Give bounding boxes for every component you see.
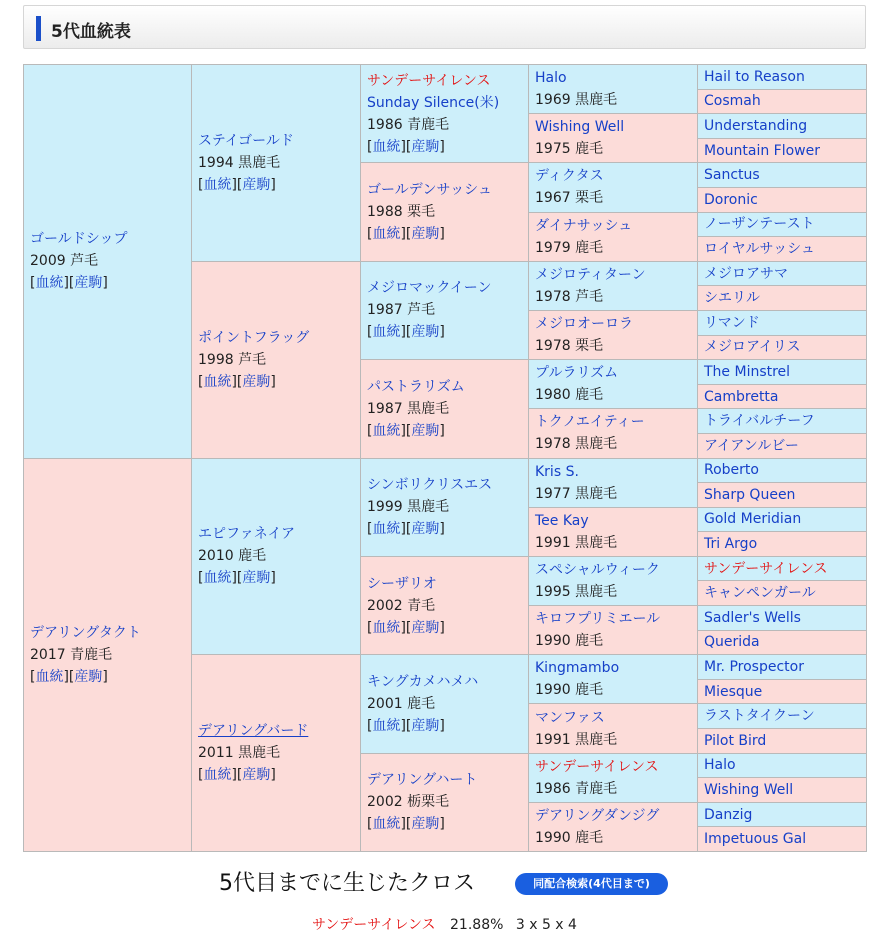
horse-name-link[interactable]: Mr. Prospector [704,659,804,676]
horse-name-link[interactable]: Doronic [704,191,758,208]
horse-links: [血統][産駒] [198,373,276,390]
horse-name-link[interactable]: Sharp Queen [704,486,796,503]
gen5-cell [698,261,867,286]
horse-info: 1999 黒鹿毛 [367,499,450,516]
gen5-cell [698,409,867,434]
horse-links: [血統][産駒] [367,324,445,341]
offspring-link[interactable]: 産駒 [411,816,440,833]
gen3-cell [361,360,529,458]
pedigree-link[interactable]: 血統 [372,138,401,155]
gen5-cell [698,335,867,360]
offspring-link[interactable]: 産駒 [74,668,103,685]
horse-info: 1986 青鹿毛 [535,780,618,797]
horse-name-link[interactable]: デアリングハート [367,772,478,789]
gen2-cell [192,65,361,262]
pedigree-link[interactable]: 血統 [35,275,64,292]
horse-links: [血統][産駒] [30,668,108,685]
horse-name-link[interactable]: サンデーサイレンス [535,758,659,775]
gen4-cell [529,655,698,704]
horse-name-link[interactable]: The Minstrel [704,363,791,380]
horse-name-link[interactable]: スペシャルウィーク [535,561,660,578]
gen5-cell [698,89,867,114]
gen4-cell [529,163,698,212]
offspring-link[interactable]: 産駒 [411,521,440,538]
gen4-cell [529,114,698,163]
gen4-cell [529,458,698,507]
horse-name-link[interactable]: トクノエイティー [535,414,645,431]
horse-info: 2009 芦毛 [30,253,99,270]
horse-name-link[interactable]: キングカメハメハ [367,673,479,690]
gen5-cell [698,729,867,754]
horse-name-link[interactable]: Hail to Reason [704,68,805,85]
horse-links: [血統][産駒] [367,422,445,439]
horse-info: 2001 鹿毛 [367,695,436,712]
section-header [23,5,866,49]
gen5-cell [698,532,867,557]
horse-name-link[interactable]: Impetuous Gal [704,831,807,848]
gen5-cell [698,606,867,631]
pedigree-link[interactable]: 血統 [372,422,401,439]
horse-name-link[interactable]: Halo [704,757,736,774]
horse-links: [血統][産駒] [367,619,445,636]
horse-name-link[interactable]: Wishing Well [535,119,625,136]
horse-info: 1978 黒鹿毛 [535,436,618,453]
header-accent-bar [36,16,41,41]
horse-links: [血統][産駒] [198,767,276,784]
horse-name-link[interactable]: シエリル [704,290,760,307]
cross-section-title: 5代目までに生じたクロス [219,871,475,896]
gen4-cell [529,212,698,261]
gen5-cell [698,704,867,729]
horse-name-link[interactable]: キロフプリミエール [535,611,661,628]
horse-info: 1990 鹿毛 [535,682,604,699]
gen5-cell [698,630,867,655]
horse-name-link[interactable]: Cambretta [704,388,779,405]
horse-name-link[interactable]: Mountain Flower [704,142,820,159]
gen5-cell [698,802,867,827]
offspring-link[interactable]: 産駒 [411,138,440,155]
pedigree-link[interactable]: 血統 [372,816,401,833]
offspring-link[interactable]: 産駒 [74,275,103,292]
horse-name-link[interactable]: Sanctus [704,167,760,184]
gen4-cell [529,802,698,851]
gen2-cell [192,458,361,655]
gen4-cell [529,507,698,556]
horse-info: 1967 栗毛 [535,190,604,207]
horse-info: 1977 黒鹿毛 [535,485,618,502]
horse-info: 2002 青毛 [367,597,436,614]
horse-name-link[interactable]: Cosmah [704,93,761,110]
same-mating-search-button[interactable]: 同配合検索(4代目まで) [515,873,668,895]
horse-info: 1988 栗毛 [367,204,436,221]
gen4-cell [529,704,698,753]
horse-info: 1978 栗毛 [535,338,604,355]
gen5-cell [698,384,867,409]
horse-name-link[interactable]: シーザリオ [367,575,437,592]
gen5-cell [698,286,867,311]
horse-info: 1995 黒鹿毛 [535,583,618,600]
horse-name-link[interactable]: Roberto [704,462,759,479]
horse-name-link[interactable]: Wishing Well [704,782,794,799]
horse-name-link[interactable]: デアリングタクト [30,624,141,641]
horse-name-link[interactable]: ダイナサッシュ [535,217,633,234]
horse-name-link[interactable]: Gold Meridian [704,511,802,528]
horse-info: 1987 芦毛 [367,302,436,319]
horse-info: 1987 黒鹿毛 [367,400,450,417]
horse-info: 1991 黒鹿毛 [535,534,618,551]
horse-name-link[interactable]: マンファス [535,709,605,726]
pedigree-link[interactable]: 血統 [372,619,401,636]
gen5-cell [698,65,867,90]
offspring-link[interactable]: 産駒 [411,717,440,734]
gen3-cell [361,163,529,261]
horse-name-link[interactable]: サンデーサイレンス [704,560,828,577]
horse-name-link[interactable]: パストラリズム [367,378,465,395]
horse-name-link[interactable]: Understanding [704,117,808,134]
horse-links: [血統][産駒] [367,816,445,833]
cross-pattern: 3 x 5 x 4 [515,917,577,933]
horse-info: 1994 黒鹿毛 [198,154,281,171]
gen5-cell [698,187,867,212]
pedigree-link[interactable]: 血統 [372,521,401,538]
gen4-cell [529,753,698,802]
cross-percent: 21.88% [450,917,504,933]
horse-name-link[interactable]: メジロマックイーン [367,280,492,297]
gen5-cell [698,483,867,508]
horse-name-link[interactable]: ゴールドシップ [30,231,128,248]
horse-links: [血統][産駒] [367,138,445,155]
gen4-cell [529,409,698,458]
dam-cell [24,458,192,852]
horse-name-link[interactable]: ポイントフラッグ [198,329,310,346]
horse-name-link[interactable]: ゴールデンサッシュ [367,182,492,199]
offspring-link[interactable]: 産駒 [411,324,440,341]
horse-info: 1969 黒鹿毛 [535,92,618,109]
gen5-cell [698,778,867,803]
horse-name-link[interactable]: ロイヤルサッシュ [704,240,815,257]
horse-info: 1986 青鹿毛 [367,116,450,133]
horse-links: [血統][産駒] [367,717,445,734]
horse-name-link[interactable]: Querida [704,634,760,651]
horse-links: [血統][産駒] [198,570,276,587]
gen5-cell [698,507,867,532]
gen5-cell [698,114,867,139]
horse-name-link[interactable]: Sadler's Wells [704,609,801,626]
page-title: 5代血統表 [51,22,131,42]
horse-name-link[interactable]: ノーザンテースト [704,216,815,233]
gen5-cell [698,138,867,163]
horse-name-link[interactable]: プルラリズム [535,365,619,382]
sire-cell [24,65,192,459]
gen5-cell [698,458,867,483]
horse-name-link[interactable]: サンデーサイレンス [367,72,491,89]
gen5-cell [698,310,867,335]
horse-name-link[interactable]: ラストタイクーン [704,708,815,725]
pedigree-link[interactable]: 血統 [372,324,401,341]
pedigree-table [23,64,867,852]
horse-name-link[interactable]: メジロアサマ [704,265,788,282]
horse-name-link[interactable]: シンボリクリスエス [367,477,493,494]
offspring-link[interactable]: 産駒 [242,570,271,587]
horse-name-link[interactable]: アイアンルビー [704,437,799,454]
gen4-cell [529,556,698,605]
gen3-cell [361,655,529,753]
horse-name-link[interactable]: Kris S. [535,463,579,480]
horse-name-link[interactable]: エピファネイア [198,526,296,543]
horse-name-link[interactable]: メジロティターン [535,266,646,283]
gen2-cell [192,655,361,852]
gen3-cell [361,261,529,359]
pedigree-link[interactable]: 血統 [372,226,401,243]
horse-name-link[interactable]: ディクタス [535,168,604,185]
gen3-cell [361,458,529,556]
offspring-link[interactable]: 産駒 [242,373,271,390]
horse-info: 1990 鹿毛 [535,829,604,846]
horse-name-link[interactable]: Tri Argo [704,536,758,553]
horse-info: 1975 鹿毛 [535,141,604,158]
horse-info: 1980 鹿毛 [535,387,604,404]
gen5-cell [698,753,867,778]
horse-links: [血統][産駒] [367,226,445,243]
gen5-cell [698,655,867,680]
horse-name-link[interactable]: トライバルチーフ [704,413,815,430]
horse-name-link[interactable]: メジロオーロラ [535,316,633,333]
horse-info: 1990 鹿毛 [535,633,604,650]
gen4-cell [529,261,698,310]
gen4-cell [529,606,698,655]
offspring-link[interactable]: 産駒 [242,176,271,193]
offspring-link[interactable]: 産駒 [411,226,440,243]
horse-name-link[interactable]: Kingmambo [535,660,620,677]
horse-info: 1991 黒鹿毛 [535,731,618,748]
offspring-link[interactable]: 産駒 [411,619,440,636]
pedigree-link[interactable]: 血統 [203,767,232,784]
offspring-link[interactable]: 産駒 [242,767,271,784]
cross-item [312,914,577,934]
horse-info: 2017 青鹿毛 [30,646,113,663]
horse-name-link[interactable]: Pilot Bird [704,732,767,749]
gen5-cell [698,581,867,606]
gen5-cell [698,237,867,262]
horse-name-link[interactable]: ステイゴールド [198,132,294,149]
pedigree-link[interactable]: 血統 [203,570,232,587]
gen3-cell [361,753,529,851]
horse-info: 1979 鹿毛 [535,239,604,256]
gen4-cell [529,360,698,409]
horse-info: 1978 芦毛 [535,288,604,305]
gen5-cell [698,163,867,188]
horse-info: 1998 芦毛 [198,351,267,368]
gen5-cell [698,556,867,581]
horse-name-link[interactable]: Tee Kay [535,512,589,529]
horse-info: 2002 栃栗毛 [367,794,450,811]
pedigree-link[interactable]: 血統 [203,176,232,193]
offspring-link[interactable]: 産駒 [411,422,440,439]
horse-english-name: Sunday Silence(米) [367,94,500,111]
gen3-cell [361,65,529,163]
horse-info: 2010 鹿毛 [198,548,267,565]
pedigree-link[interactable]: 血統 [35,668,64,685]
gen2-cell [192,261,361,458]
horse-links: [血統][産駒] [30,275,108,292]
cross-horse-name-link[interactable]: サンデーサイレンス [312,917,436,933]
gen5-cell [698,679,867,704]
gen5-cell [698,433,867,458]
gen4-cell [529,310,698,359]
gen4-cell [529,65,698,114]
horse-name-link[interactable]: Halo [535,70,567,87]
horse-name-link[interactable]: メジロアイリス [704,339,801,356]
horse-info: 2011 黒鹿毛 [198,745,281,762]
gen5-cell [698,360,867,385]
pedigree-link[interactable]: 血統 [372,717,401,734]
gen3-cell [361,556,529,654]
horse-name-link[interactable]: デアリングダンジグ [535,807,660,824]
gen5-cell [698,212,867,237]
horse-name-link[interactable]: デアリングバード [198,723,309,740]
horse-links: [血統][産駒] [367,521,445,538]
horse-name-link[interactable]: リマンド [704,314,760,331]
horse-links: [血統][産駒] [198,176,276,193]
horse-name-link[interactable]: Miesque [704,683,763,700]
gen5-cell [698,827,867,852]
horse-name-link[interactable]: キャンペンガール [704,585,816,602]
pedigree-link[interactable]: 血統 [203,373,232,390]
horse-name-link[interactable]: Danzig [704,806,753,823]
